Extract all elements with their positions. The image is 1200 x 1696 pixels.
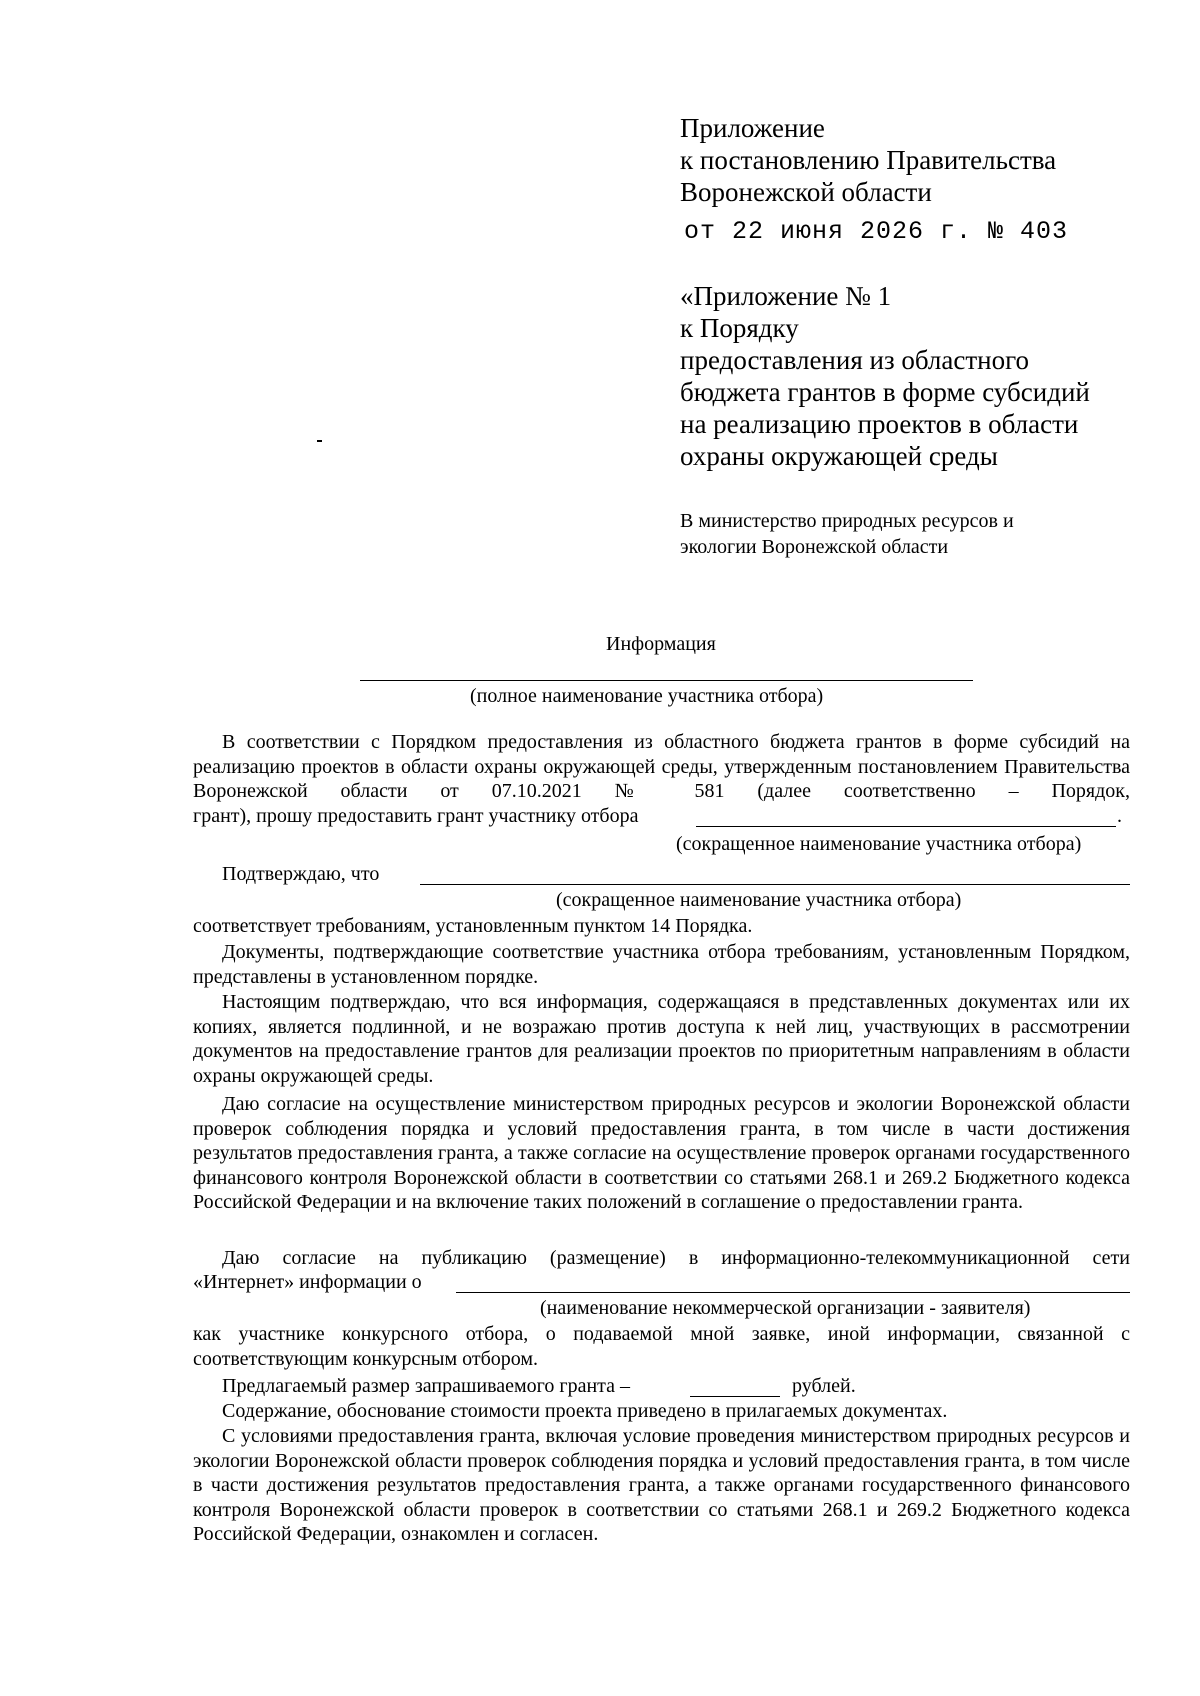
paragraph-3: Документы, подтверждающие соответствие участника отбора требованиям, установленным Порядком, представлены в установленном порядке.	[193, 941, 1130, 988]
paragraph-2-continuation: соответствует требованиям, установленным пунктом 14 Порядка.	[193, 915, 753, 937]
full-name-caption: (полное наименование участника отбора)	[470, 685, 824, 707]
organization-name-blank	[456, 1292, 1130, 1293]
paragraph-6-line-2: «Интернет» информации о	[193, 1271, 422, 1293]
short-name-caption-2: (сокращенное наименование участника отбора)	[556, 889, 962, 911]
short-name-blank-1	[696, 826, 1116, 827]
paragraph-1-last-line: грант), прошу предоставить грант участнику отбора	[193, 805, 639, 827]
short-name-caption-1: (сокращенное наименование участника отбора)	[676, 833, 1082, 855]
full-name-blank	[360, 680, 973, 681]
paragraph-6-continuation: как участнике конкурсного отбора, о подаваемой мной заявке, иной информации, связанной с соответствующим конкурсным отбором.	[193, 1323, 1130, 1370]
paragraph-9: С условиями предоставления гранта, включая условие проведения министерством природных ресурсов и экологии Воронежской области проверок соблюдения порядка и условий предоставления гранта, в том числе в части достижения результатов предоставления гранта, а также органами государственного финансового контроля Воронежской области проверок в соответствии со статьями 268.1 и 269.2 Бюджетного кодекса Российской Федерации, ознакомлен и согласен.	[193, 1425, 1130, 1546]
organization-name-caption: (наименование некоммерческой организации - заявителя)	[540, 1297, 1031, 1319]
appendix-line-4: бюджета грантов в форме субсидий	[680, 377, 1090, 407]
short-name-blank-2	[420, 884, 1130, 885]
paragraph-8: Содержание, обоснование стоимости проекта приведено в прилагаемых документах.	[222, 1400, 948, 1422]
paragraph-7-before: Предлагаемый размер запрашиваемого гранта –	[222, 1375, 631, 1397]
grant-amount-blank	[690, 1396, 780, 1397]
paragraph-6-line-1: Даю согласие на публикацию (размещение) в информационно-телекоммуникационной сети	[222, 1247, 1130, 1269]
appendix-line-1: «Приложение № 1	[680, 281, 892, 311]
paragraph-1-end: .	[1117, 805, 1122, 827]
appendix-line-3: предоставления из областного	[680, 345, 1030, 375]
document-title: Информация	[606, 633, 716, 655]
appendix-line-6: охраны окружающей среды	[680, 441, 998, 471]
paragraph-2: Подтверждаю, что	[222, 863, 380, 885]
paragraph-4: Настоящим подтверждаю, что вся информация, содержащаяся в представленных документах или их копиях, является подлинной, и не возражаю против доступа к ней лиц, участвующих в рассмотрении документов на предоставление грантов для реализации проектов по приоритетным направлениям в области охраны окружающей среды.	[193, 991, 1130, 1087]
paragraph-1: В соответствии с Порядком предоставления из областного бюджета грантов в форме субсидий на реализацию проектов в области охраны окружающей среды, утвержденным постановлением Правительства Воронежской области от 07.10.2021 № 581 (далее соответственно – Порядок,	[193, 731, 1130, 803]
header-line-2: к постановлению Правительства	[680, 145, 1057, 175]
paragraph-7-after: рублей.	[792, 1375, 856, 1397]
paragraph-5: Даю согласие на осуществление министерством природных ресурсов и экологии Воронежской области проверок соблюдения порядка и условий предоставления гранта, в том числе в части достижения результатов предоставления гранта, а также согласие на осуществление проверок органами государственного финансового контроля Воронежской области в соответствии со статьями 268.1 и 269.2 Бюджетного кодекса Российской Федерации и на включение таких положений в соглашение о предоставлении гранта.	[193, 1093, 1130, 1214]
header-line-3: Воронежской области	[680, 177, 932, 207]
scan-speck	[317, 440, 322, 442]
header-line-1: Приложение	[680, 113, 825, 143]
addressee-line-1: В министерство природных ресурсов и	[680, 510, 1014, 532]
addressee-line-2: экологии Воронежской области	[680, 536, 949, 558]
header-date-number: от 22 июня 2026 г. № 403	[684, 217, 1069, 246]
appendix-line-2: к Порядку	[680, 313, 799, 343]
appendix-line-5: на реализацию проектов в области	[680, 409, 1079, 439]
